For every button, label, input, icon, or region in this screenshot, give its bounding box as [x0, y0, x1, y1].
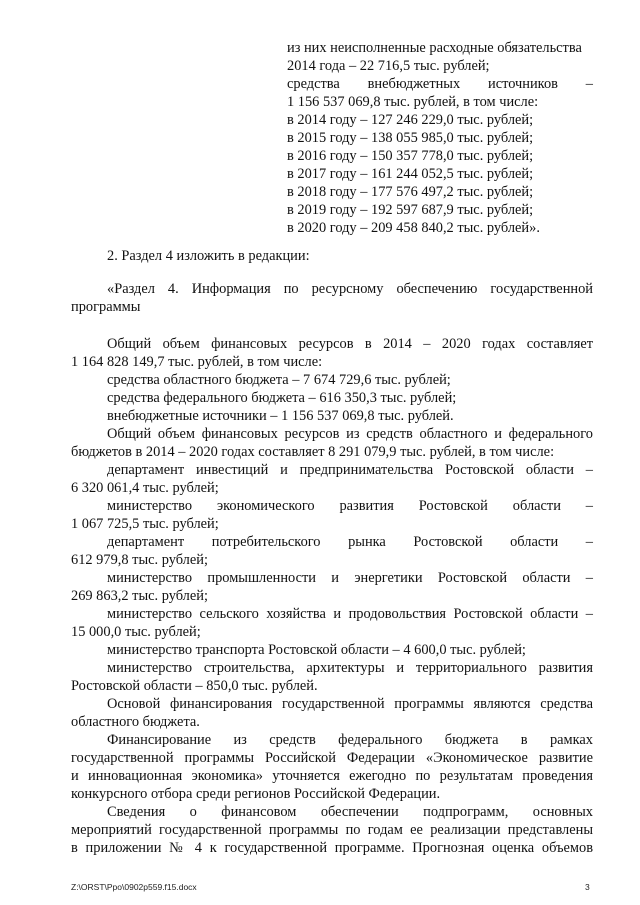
- paragraph-line: средства федерального бюджета – 616 350,3 тыс. рублей;: [107, 390, 457, 406]
- paragraph-line: 269 863,2 тыс. рублей;: [71, 588, 208, 604]
- footer-file-path: Z:\ORST\Ppo\0902p559.f15.docx: [71, 882, 197, 892]
- text-line: в 2017 году – 161 244 052,5 тыс. рублей;: [287, 166, 534, 182]
- paragraph-line: бюджетов в 2014 – 2020 годах составляет 8 291 079,9 тыс. рублей, в том числе:: [71, 444, 555, 460]
- paragraph-line: министерство промышленности и энергетики Ростовской области –: [107, 570, 593, 586]
- paragraph-line: департамент потребительского рынка Ростовской области –: [107, 534, 593, 550]
- paragraph-line: Общий объем финансовых ресурсов из средств областного и федерального: [107, 426, 593, 442]
- paragraph-line: и инновационная экономика» уточняется ежегодно по результатам проведения: [71, 768, 593, 784]
- text-line: 2014 года – 22 716,5 тыс. рублей;: [287, 58, 490, 74]
- paragraph-line: мероприятий государственной программы по годам ее реализации представлены: [71, 822, 593, 838]
- section-title: «Раздел 4. Информация по ресурсному обеспечению государственной: [107, 281, 593, 297]
- paragraph-line: департамент инвестиций и предпринимательства Ростовской области –: [107, 462, 593, 478]
- text-line: из них неисполненные расходные обязательства: [287, 40, 582, 56]
- paragraph-line: 1 067 725,5 тыс. рублей;: [71, 516, 219, 532]
- paragraph-line: Общий объем финансовых ресурсов в 2014 – 2020 годах составляет: [107, 336, 593, 352]
- paragraph-line: министерство экономического развития Ростовской области –: [107, 498, 593, 514]
- paragraph-line: 612 979,8 тыс. рублей;: [71, 552, 208, 568]
- paragraph-line: Основой финансирования государственной программы являются средства: [107, 696, 593, 712]
- text-line: средства внебюджетных источников –: [287, 76, 593, 92]
- text-line: в 2018 году – 177 576 497,2 тыс. рублей;: [287, 184, 534, 200]
- paragraph-line: в приложении № 4 к государственной программе. Прогнозная оценка объемов: [71, 840, 593, 856]
- paragraph-line: средства областного бюджета – 7 674 729,6 тыс. рублей;: [107, 372, 451, 388]
- text-line: в 2016 году – 150 357 778,0 тыс. рублей;: [287, 148, 534, 164]
- paragraph-line: Сведения о финансовом обеспечении подпрограмм, основных: [107, 804, 593, 820]
- paragraph-line: Финансирование из средств федерального бюджета в рамках: [107, 732, 593, 748]
- text-line: в 2015 году – 138 055 985,0 тыс. рублей;: [287, 130, 534, 146]
- text-line: в 2014 году – 127 246 229,0 тыс. рублей;: [287, 112, 534, 128]
- paragraph-line: Ростовской области – 850,0 тыс. рублей.: [71, 678, 318, 694]
- paragraph-line: министерство транспорта Ростовской области – 4 600,0 тыс. рублей;: [107, 642, 526, 658]
- paragraph-line: министерство сельского хозяйства и продовольствия Ростовской области –: [107, 606, 593, 622]
- page-number: 3: [585, 882, 590, 892]
- text-line: в 2019 году – 192 597 687,9 тыс. рублей;: [287, 202, 534, 218]
- text-line: 1 156 537 069,8 тыс. рублей, в том числе:: [287, 94, 539, 110]
- paragraph-line: 6 320 061,4 тыс. рублей;: [71, 480, 219, 496]
- paragraph-line: внебюджетные источники – 1 156 537 069,8 тыс. рублей.: [107, 408, 454, 424]
- paragraph-line: 15 000,0 тыс. рублей;: [71, 624, 201, 640]
- paragraph-line: 1 164 828 149,7 тыс. рублей, в том числе:: [71, 354, 323, 370]
- paragraph-line: министерство строительства, архитектуры и территориального развития: [107, 660, 593, 676]
- paragraph-line: конкурсного отбора среди регионов Российской Федерации.: [71, 786, 441, 802]
- text-line: в 2020 году – 209 458 840,2 тыс. рублей».: [287, 220, 540, 236]
- section-title-cont: программы: [71, 299, 141, 315]
- paragraph-line: областного бюджета.: [71, 714, 200, 730]
- list-item-heading: 2. Раздел 4 изложить в редакции:: [107, 248, 310, 264]
- paragraph-line: государственной программы Российской Федерации «Экономическое развитие: [71, 750, 593, 766]
